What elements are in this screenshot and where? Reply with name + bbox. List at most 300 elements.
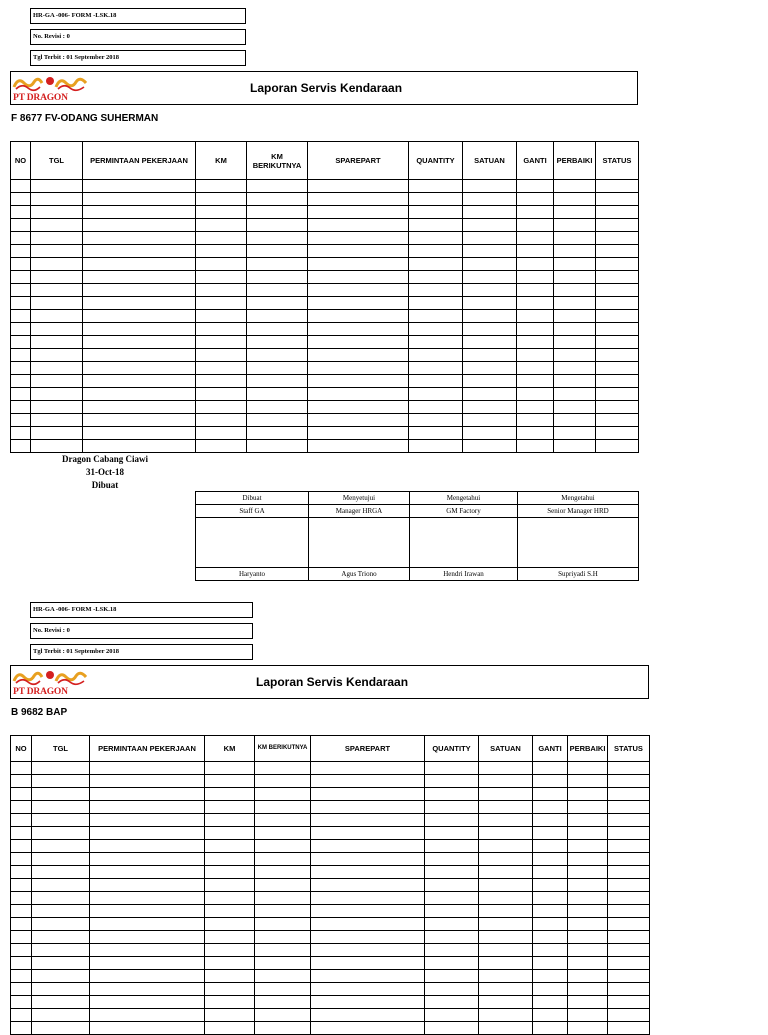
table-cell[interactable] xyxy=(608,814,650,827)
table-cell[interactable] xyxy=(425,840,479,853)
table-cell[interactable] xyxy=(554,297,596,310)
table-cell[interactable] xyxy=(479,944,533,957)
table-cell[interactable] xyxy=(90,996,205,1009)
table-cell[interactable] xyxy=(90,1009,205,1022)
table-cell[interactable] xyxy=(568,879,608,892)
table-cell[interactable] xyxy=(517,206,554,219)
table-cell[interactable] xyxy=(568,788,608,801)
table-cell[interactable] xyxy=(596,323,639,336)
table-cell[interactable] xyxy=(308,427,409,440)
table-cell[interactable] xyxy=(463,258,517,271)
table-cell[interactable] xyxy=(83,427,196,440)
table-cell[interactable] xyxy=(247,206,308,219)
table-cell[interactable] xyxy=(409,271,463,284)
table-cell[interactable] xyxy=(409,388,463,401)
table-cell[interactable] xyxy=(517,440,554,453)
table-cell[interactable] xyxy=(308,349,409,362)
table-cell[interactable] xyxy=(11,775,32,788)
table-cell[interactable] xyxy=(255,866,311,879)
table-cell[interactable] xyxy=(32,814,90,827)
table-cell[interactable] xyxy=(90,931,205,944)
table-cell[interactable] xyxy=(533,983,568,996)
table-cell[interactable] xyxy=(596,401,639,414)
table-cell[interactable] xyxy=(247,310,308,323)
table-cell[interactable] xyxy=(255,853,311,866)
table-cell[interactable] xyxy=(31,206,83,219)
table-cell[interactable] xyxy=(247,336,308,349)
table-cell[interactable] xyxy=(409,245,463,258)
table-cell[interactable] xyxy=(463,284,517,297)
table-cell[interactable] xyxy=(463,401,517,414)
table-cell[interactable] xyxy=(11,440,31,453)
table-cell[interactable] xyxy=(83,206,196,219)
table-cell[interactable] xyxy=(554,258,596,271)
table-cell[interactable] xyxy=(608,996,650,1009)
table-cell[interactable] xyxy=(247,219,308,232)
table-cell[interactable] xyxy=(90,970,205,983)
table-cell[interactable] xyxy=(308,219,409,232)
table-cell[interactable] xyxy=(479,918,533,931)
table-cell[interactable] xyxy=(596,336,639,349)
table-cell[interactable] xyxy=(205,866,255,879)
table-cell[interactable] xyxy=(255,788,311,801)
table-cell[interactable] xyxy=(31,284,83,297)
table-cell[interactable] xyxy=(83,375,196,388)
table-cell[interactable] xyxy=(596,297,639,310)
table-cell[interactable] xyxy=(409,284,463,297)
table-cell[interactable] xyxy=(596,440,639,453)
table-cell[interactable] xyxy=(11,388,31,401)
table-cell[interactable] xyxy=(196,284,247,297)
table-cell[interactable] xyxy=(90,983,205,996)
table-cell[interactable] xyxy=(479,827,533,840)
table-cell[interactable] xyxy=(83,310,196,323)
table-cell[interactable] xyxy=(568,840,608,853)
table-cell[interactable] xyxy=(308,401,409,414)
table-cell[interactable] xyxy=(568,1022,608,1035)
table-cell[interactable] xyxy=(205,827,255,840)
table-cell[interactable] xyxy=(11,957,32,970)
table-cell[interactable] xyxy=(196,297,247,310)
table-cell[interactable] xyxy=(425,957,479,970)
table-cell[interactable] xyxy=(311,892,425,905)
table-cell[interactable] xyxy=(11,284,31,297)
table-cell[interactable] xyxy=(255,970,311,983)
table-cell[interactable] xyxy=(554,414,596,427)
table-cell[interactable] xyxy=(11,840,32,853)
table-cell[interactable] xyxy=(205,775,255,788)
table-cell[interactable] xyxy=(463,310,517,323)
table-cell[interactable] xyxy=(83,271,196,284)
table-cell[interactable] xyxy=(409,414,463,427)
table-cell[interactable] xyxy=(463,440,517,453)
table-cell[interactable] xyxy=(196,271,247,284)
table-cell[interactable] xyxy=(247,271,308,284)
table-cell[interactable] xyxy=(409,349,463,362)
table-cell[interactable] xyxy=(308,323,409,336)
table-cell[interactable] xyxy=(533,1022,568,1035)
table-cell[interactable] xyxy=(31,414,83,427)
table-cell[interactable] xyxy=(311,853,425,866)
table-cell[interactable] xyxy=(479,1022,533,1035)
table-cell[interactable] xyxy=(11,310,31,323)
table-cell[interactable] xyxy=(308,336,409,349)
table-cell[interactable] xyxy=(311,983,425,996)
table-cell[interactable] xyxy=(83,245,196,258)
table-cell[interactable] xyxy=(196,206,247,219)
table-cell[interactable] xyxy=(533,944,568,957)
table-cell[interactable] xyxy=(409,219,463,232)
table-cell[interactable] xyxy=(31,349,83,362)
table-cell[interactable] xyxy=(596,284,639,297)
table-cell[interactable] xyxy=(90,814,205,827)
table-cell[interactable] xyxy=(32,866,90,879)
table-cell[interactable] xyxy=(32,970,90,983)
table-cell[interactable] xyxy=(90,944,205,957)
table-cell[interactable] xyxy=(311,801,425,814)
table-cell[interactable] xyxy=(31,180,83,193)
table-cell[interactable] xyxy=(255,918,311,931)
table-cell[interactable] xyxy=(11,232,31,245)
table-cell[interactable] xyxy=(409,297,463,310)
table-cell[interactable] xyxy=(311,775,425,788)
table-cell[interactable] xyxy=(11,375,31,388)
table-cell[interactable] xyxy=(463,427,517,440)
table-cell[interactable] xyxy=(517,284,554,297)
table-cell[interactable] xyxy=(463,232,517,245)
table-cell[interactable] xyxy=(409,206,463,219)
table-cell[interactable] xyxy=(83,323,196,336)
table-cell[interactable] xyxy=(479,931,533,944)
table-cell[interactable] xyxy=(517,375,554,388)
table-cell[interactable] xyxy=(608,840,650,853)
table-cell[interactable] xyxy=(308,310,409,323)
table-cell[interactable] xyxy=(311,1022,425,1035)
table-cell[interactable] xyxy=(533,970,568,983)
table-cell[interactable] xyxy=(311,827,425,840)
table-cell[interactable] xyxy=(205,762,255,775)
table-cell[interactable] xyxy=(425,879,479,892)
table-cell[interactable] xyxy=(463,297,517,310)
table-cell[interactable] xyxy=(517,232,554,245)
table-cell[interactable] xyxy=(205,814,255,827)
table-cell[interactable] xyxy=(517,310,554,323)
table-cell[interactable] xyxy=(554,245,596,258)
table-cell[interactable] xyxy=(533,931,568,944)
table-cell[interactable] xyxy=(11,853,32,866)
table-cell[interactable] xyxy=(517,401,554,414)
table-cell[interactable] xyxy=(205,944,255,957)
table-cell[interactable] xyxy=(247,414,308,427)
table-cell[interactable] xyxy=(196,349,247,362)
table-cell[interactable] xyxy=(608,866,650,879)
table-cell[interactable] xyxy=(205,996,255,1009)
table-cell[interactable] xyxy=(205,918,255,931)
table-cell[interactable] xyxy=(247,349,308,362)
table-cell[interactable] xyxy=(205,879,255,892)
table-cell[interactable] xyxy=(568,918,608,931)
table-cell[interactable] xyxy=(608,1009,650,1022)
table-cell[interactable] xyxy=(196,310,247,323)
table-cell[interactable] xyxy=(11,414,31,427)
table-cell[interactable] xyxy=(205,1022,255,1035)
table-cell[interactable] xyxy=(517,258,554,271)
table-cell[interactable] xyxy=(463,349,517,362)
table-cell[interactable] xyxy=(255,905,311,918)
table-cell[interactable] xyxy=(533,1009,568,1022)
table-cell[interactable] xyxy=(479,892,533,905)
table-cell[interactable] xyxy=(308,297,409,310)
table-cell[interactable] xyxy=(463,206,517,219)
table-cell[interactable] xyxy=(533,866,568,879)
table-cell[interactable] xyxy=(11,271,31,284)
table-cell[interactable] xyxy=(31,245,83,258)
table-cell[interactable] xyxy=(90,957,205,970)
table-cell[interactable] xyxy=(425,892,479,905)
table-cell[interactable] xyxy=(11,193,31,206)
table-cell[interactable] xyxy=(479,996,533,1009)
table-cell[interactable] xyxy=(596,375,639,388)
table-cell[interactable] xyxy=(517,388,554,401)
table-cell[interactable] xyxy=(83,219,196,232)
table-cell[interactable] xyxy=(83,362,196,375)
table-cell[interactable] xyxy=(31,388,83,401)
table-cell[interactable] xyxy=(11,788,32,801)
table-cell[interactable] xyxy=(11,180,31,193)
table-cell[interactable] xyxy=(554,180,596,193)
table-cell[interactable] xyxy=(554,310,596,323)
table-cell[interactable] xyxy=(11,297,31,310)
table-cell[interactable] xyxy=(311,905,425,918)
table-cell[interactable] xyxy=(596,349,639,362)
table-cell[interactable] xyxy=(196,362,247,375)
table-cell[interactable] xyxy=(479,905,533,918)
table-cell[interactable] xyxy=(596,206,639,219)
table-cell[interactable] xyxy=(608,970,650,983)
table-cell[interactable] xyxy=(479,1009,533,1022)
table-cell[interactable] xyxy=(596,219,639,232)
table-cell[interactable] xyxy=(32,801,90,814)
table-cell[interactable] xyxy=(32,996,90,1009)
table-cell[interactable] xyxy=(608,762,650,775)
table-cell[interactable] xyxy=(247,284,308,297)
table-cell[interactable] xyxy=(11,801,32,814)
table-cell[interactable] xyxy=(608,931,650,944)
table-cell[interactable] xyxy=(479,983,533,996)
table-cell[interactable] xyxy=(205,788,255,801)
table-cell[interactable] xyxy=(608,788,650,801)
table-cell[interactable] xyxy=(196,245,247,258)
table-cell[interactable] xyxy=(32,957,90,970)
table-cell[interactable] xyxy=(311,762,425,775)
table-cell[interactable] xyxy=(608,892,650,905)
table-cell[interactable] xyxy=(32,1022,90,1035)
table-cell[interactable] xyxy=(308,284,409,297)
table-cell[interactable] xyxy=(425,970,479,983)
table-cell[interactable] xyxy=(196,193,247,206)
table-cell[interactable] xyxy=(596,258,639,271)
table-cell[interactable] xyxy=(596,362,639,375)
table-cell[interactable] xyxy=(255,1022,311,1035)
table-cell[interactable] xyxy=(11,931,32,944)
table-cell[interactable] xyxy=(479,762,533,775)
table-cell[interactable] xyxy=(32,853,90,866)
table-cell[interactable] xyxy=(205,801,255,814)
table-cell[interactable] xyxy=(409,362,463,375)
table-cell[interactable] xyxy=(311,879,425,892)
table-cell[interactable] xyxy=(32,840,90,853)
table-cell[interactable] xyxy=(533,918,568,931)
table-cell[interactable] xyxy=(517,323,554,336)
table-cell[interactable] xyxy=(425,827,479,840)
table-cell[interactable] xyxy=(425,996,479,1009)
table-cell[interactable] xyxy=(196,258,247,271)
table-cell[interactable] xyxy=(311,788,425,801)
table-cell[interactable] xyxy=(463,193,517,206)
table-cell[interactable] xyxy=(255,814,311,827)
table-cell[interactable] xyxy=(479,866,533,879)
table-cell[interactable] xyxy=(11,219,31,232)
table-cell[interactable] xyxy=(90,827,205,840)
table-cell[interactable] xyxy=(554,401,596,414)
table-cell[interactable] xyxy=(517,362,554,375)
table-cell[interactable] xyxy=(409,258,463,271)
table-cell[interactable] xyxy=(554,440,596,453)
table-cell[interactable] xyxy=(255,879,311,892)
table-cell[interactable] xyxy=(425,866,479,879)
table-cell[interactable] xyxy=(608,879,650,892)
table-cell[interactable] xyxy=(533,853,568,866)
table-cell[interactable] xyxy=(32,931,90,944)
table-cell[interactable] xyxy=(247,258,308,271)
table-cell[interactable] xyxy=(90,905,205,918)
table-cell[interactable] xyxy=(11,336,31,349)
table-cell[interactable] xyxy=(247,375,308,388)
table-cell[interactable] xyxy=(596,388,639,401)
table-cell[interactable] xyxy=(425,1022,479,1035)
table-cell[interactable] xyxy=(255,957,311,970)
table-cell[interactable] xyxy=(11,762,32,775)
table-cell[interactable] xyxy=(596,414,639,427)
table-cell[interactable] xyxy=(533,814,568,827)
table-cell[interactable] xyxy=(568,762,608,775)
table-cell[interactable] xyxy=(255,775,311,788)
table-cell[interactable] xyxy=(31,401,83,414)
table-cell[interactable] xyxy=(255,1009,311,1022)
table-cell[interactable] xyxy=(31,323,83,336)
table-cell[interactable] xyxy=(196,427,247,440)
table-cell[interactable] xyxy=(247,401,308,414)
table-cell[interactable] xyxy=(554,232,596,245)
table-cell[interactable] xyxy=(533,892,568,905)
table-cell[interactable] xyxy=(90,1022,205,1035)
table-cell[interactable] xyxy=(568,970,608,983)
table-cell[interactable] xyxy=(11,944,32,957)
table-cell[interactable] xyxy=(83,258,196,271)
table-cell[interactable] xyxy=(32,762,90,775)
table-cell[interactable] xyxy=(533,996,568,1009)
table-cell[interactable] xyxy=(463,336,517,349)
table-cell[interactable] xyxy=(311,957,425,970)
table-cell[interactable] xyxy=(409,180,463,193)
table-cell[interactable] xyxy=(517,193,554,206)
table-cell[interactable] xyxy=(308,414,409,427)
table-cell[interactable] xyxy=(608,918,650,931)
table-cell[interactable] xyxy=(409,336,463,349)
table-cell[interactable] xyxy=(196,180,247,193)
table-cell[interactable] xyxy=(308,388,409,401)
table-cell[interactable] xyxy=(463,375,517,388)
table-cell[interactable] xyxy=(31,219,83,232)
table-cell[interactable] xyxy=(568,775,608,788)
table-cell[interactable] xyxy=(308,245,409,258)
table-cell[interactable] xyxy=(608,983,650,996)
table-cell[interactable] xyxy=(554,336,596,349)
table-cell[interactable] xyxy=(11,401,31,414)
table-cell[interactable] xyxy=(596,232,639,245)
table-cell[interactable] xyxy=(255,762,311,775)
table-cell[interactable] xyxy=(31,427,83,440)
table-cell[interactable] xyxy=(533,788,568,801)
table-cell[interactable] xyxy=(409,401,463,414)
table-cell[interactable] xyxy=(90,775,205,788)
table-cell[interactable] xyxy=(608,905,650,918)
table-cell[interactable] xyxy=(32,788,90,801)
table-cell[interactable] xyxy=(425,931,479,944)
table-cell[interactable] xyxy=(11,892,32,905)
table-cell[interactable] xyxy=(425,1009,479,1022)
table-cell[interactable] xyxy=(255,892,311,905)
table-cell[interactable] xyxy=(517,336,554,349)
table-cell[interactable] xyxy=(32,775,90,788)
table-cell[interactable] xyxy=(568,801,608,814)
table-cell[interactable] xyxy=(308,258,409,271)
table-cell[interactable] xyxy=(517,219,554,232)
table-cell[interactable] xyxy=(255,840,311,853)
table-cell[interactable] xyxy=(31,271,83,284)
table-cell[interactable] xyxy=(90,892,205,905)
table-cell[interactable] xyxy=(83,336,196,349)
table-cell[interactable] xyxy=(11,918,32,931)
table-cell[interactable] xyxy=(83,414,196,427)
table-cell[interactable] xyxy=(308,193,409,206)
table-cell[interactable] xyxy=(11,206,31,219)
table-cell[interactable] xyxy=(608,775,650,788)
table-cell[interactable] xyxy=(83,193,196,206)
table-cell[interactable] xyxy=(196,414,247,427)
table-cell[interactable] xyxy=(11,983,32,996)
table-cell[interactable] xyxy=(90,762,205,775)
table-cell[interactable] xyxy=(463,245,517,258)
table-cell[interactable] xyxy=(517,271,554,284)
table-cell[interactable] xyxy=(255,996,311,1009)
table-cell[interactable] xyxy=(608,957,650,970)
table-cell[interactable] xyxy=(568,1009,608,1022)
table-cell[interactable] xyxy=(255,944,311,957)
table-cell[interactable] xyxy=(425,762,479,775)
table-cell[interactable] xyxy=(517,245,554,258)
table-cell[interactable] xyxy=(463,323,517,336)
table-cell[interactable] xyxy=(311,996,425,1009)
table-cell[interactable] xyxy=(463,219,517,232)
table-cell[interactable] xyxy=(90,879,205,892)
table-cell[interactable] xyxy=(11,349,31,362)
table-cell[interactable] xyxy=(425,905,479,918)
table-cell[interactable] xyxy=(425,944,479,957)
table-cell[interactable] xyxy=(517,414,554,427)
table-cell[interactable] xyxy=(554,388,596,401)
table-cell[interactable] xyxy=(31,336,83,349)
